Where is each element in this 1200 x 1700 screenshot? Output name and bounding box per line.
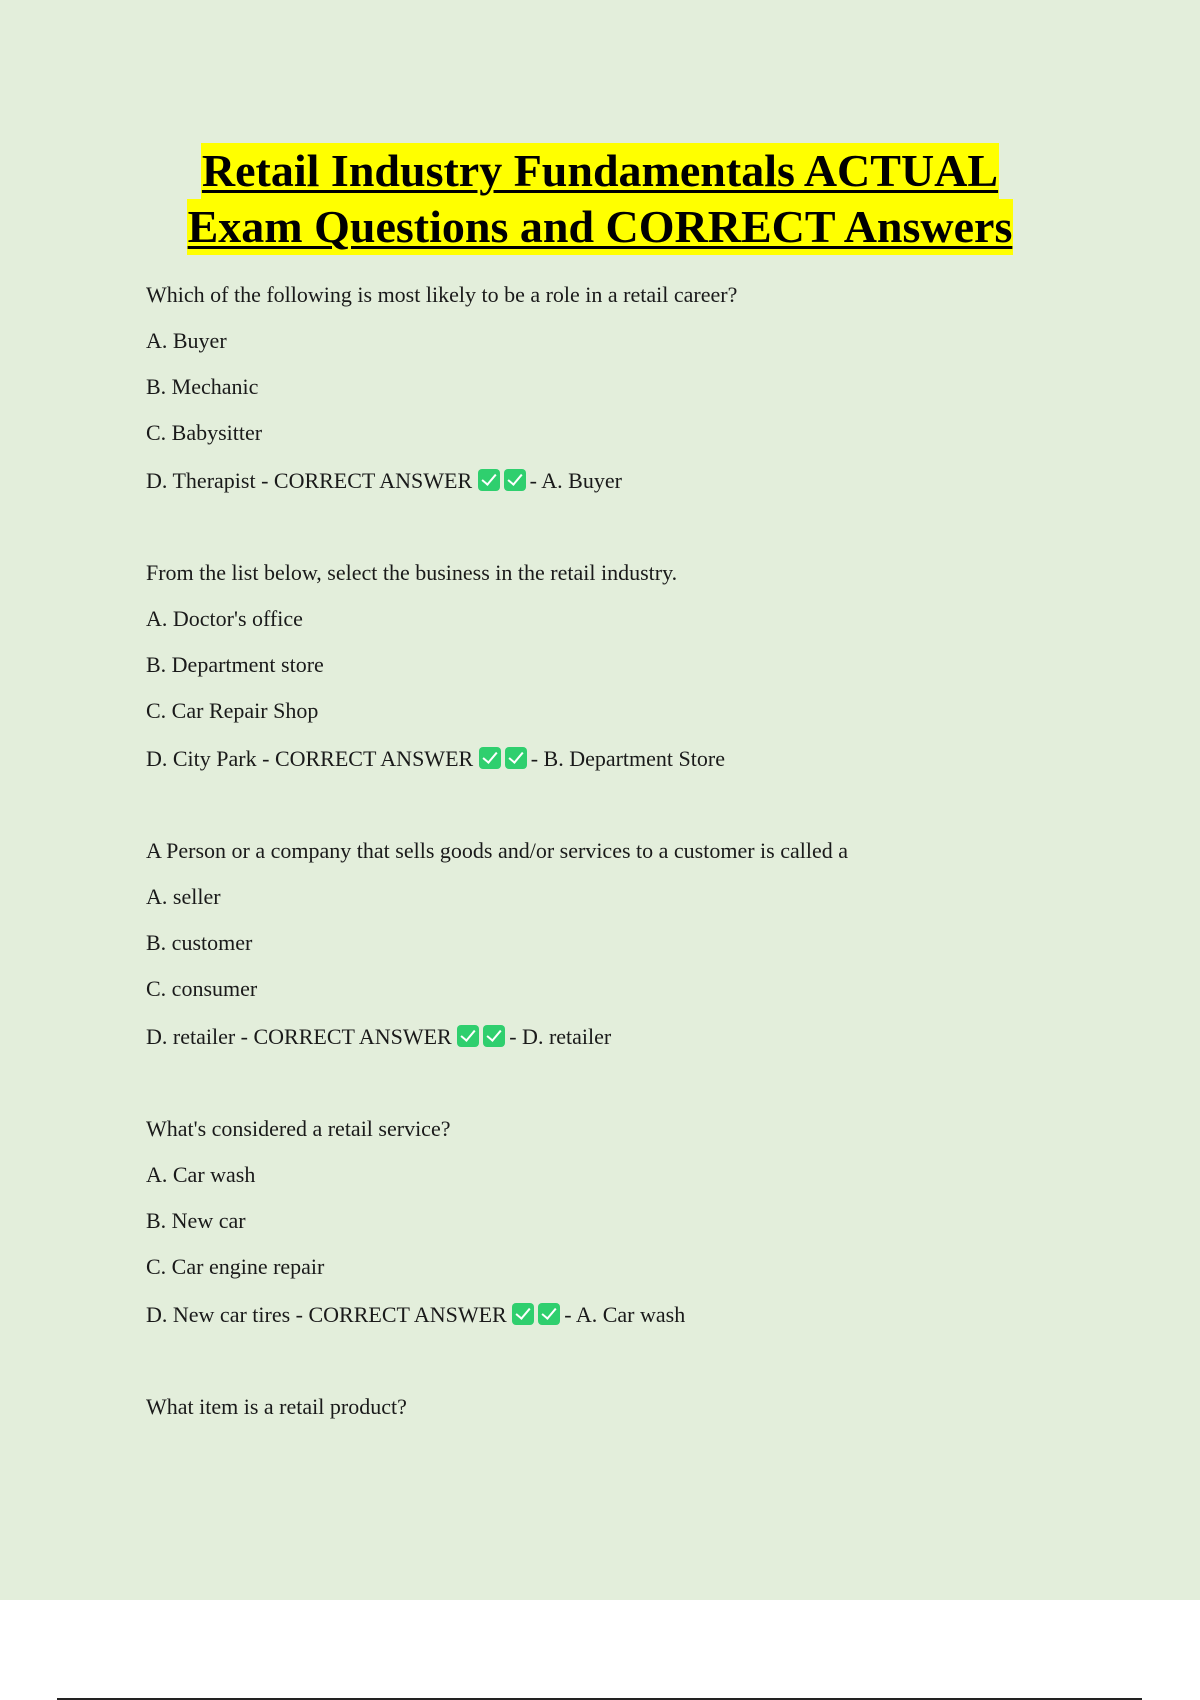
question-prompt: A Person or a company that sells goods and/or services to a customer is called a (146, 838, 848, 863)
green-checkmark-icon (512, 1303, 534, 1325)
option-d: D. retailer - CORRECT ANSWER (146, 1024, 452, 1049)
option-a: A. Car wash (146, 1162, 256, 1187)
green-checkmark-icon (478, 469, 500, 491)
correct-answer: - A. Buyer (529, 468, 622, 493)
option-b: B. New car (146, 1208, 246, 1233)
option-a: A. Buyer (146, 328, 227, 353)
option-d-with-answer (146, 737, 1106, 783)
option-d: D. New car tires - CORRECT ANSWER (146, 1302, 507, 1327)
green-checkmark-icon (457, 1025, 479, 1047)
question-list (146, 275, 1106, 1433)
option-a: A. Doctor's office (146, 606, 303, 631)
question-prompt: Which of the following is most likely to be a role in a retail career? (146, 282, 738, 307)
option-c: C. Babysitter (146, 420, 263, 445)
option-b: B. customer (146, 930, 253, 955)
question-block (146, 275, 1106, 505)
correct-answer: - D. retailer (509, 1024, 612, 1049)
option-c: C. consumer (146, 976, 258, 1001)
option-d: D. City Park - CORRECT ANSWER (146, 746, 474, 771)
correct-answer: - A. Car wash (564, 1302, 686, 1327)
green-checkmark-icon (505, 747, 527, 769)
option-d-with-answer (146, 1015, 1106, 1061)
green-checkmark-icon (479, 747, 501, 769)
option-d-with-answer (146, 1293, 1106, 1339)
title-line-1: Retail Industry Fundamentals ACTUAL (201, 143, 999, 199)
question-prompt: From the list below, select the business in the retail industry. (146, 560, 678, 585)
question-block (146, 831, 1106, 1061)
title-line-2: Exam Questions and CORRECT Answers (187, 199, 1014, 255)
option-c: C. Car engine repair (146, 1254, 325, 1279)
question-block (146, 553, 1106, 783)
option-c: C. Car Repair Shop (146, 698, 319, 723)
green-checkmark-icon (504, 469, 526, 491)
option-b: B. Mechanic (146, 374, 259, 399)
option-d: D. Therapist - CORRECT ANSWER (146, 468, 473, 493)
question-prompt: What's considered a retail service? (146, 1116, 451, 1141)
green-checkmark-icon (538, 1303, 560, 1325)
option-d-with-answer (146, 459, 1106, 505)
correct-answer: - B. Department Store (530, 746, 725, 771)
option-a: A. seller (146, 884, 221, 909)
question-prompt: What item is a retail product? (146, 1394, 407, 1419)
green-checkmark-icon (483, 1025, 505, 1047)
option-b: B. Department store (146, 652, 324, 677)
document-title (0, 143, 1200, 255)
question-block (146, 1109, 1106, 1339)
